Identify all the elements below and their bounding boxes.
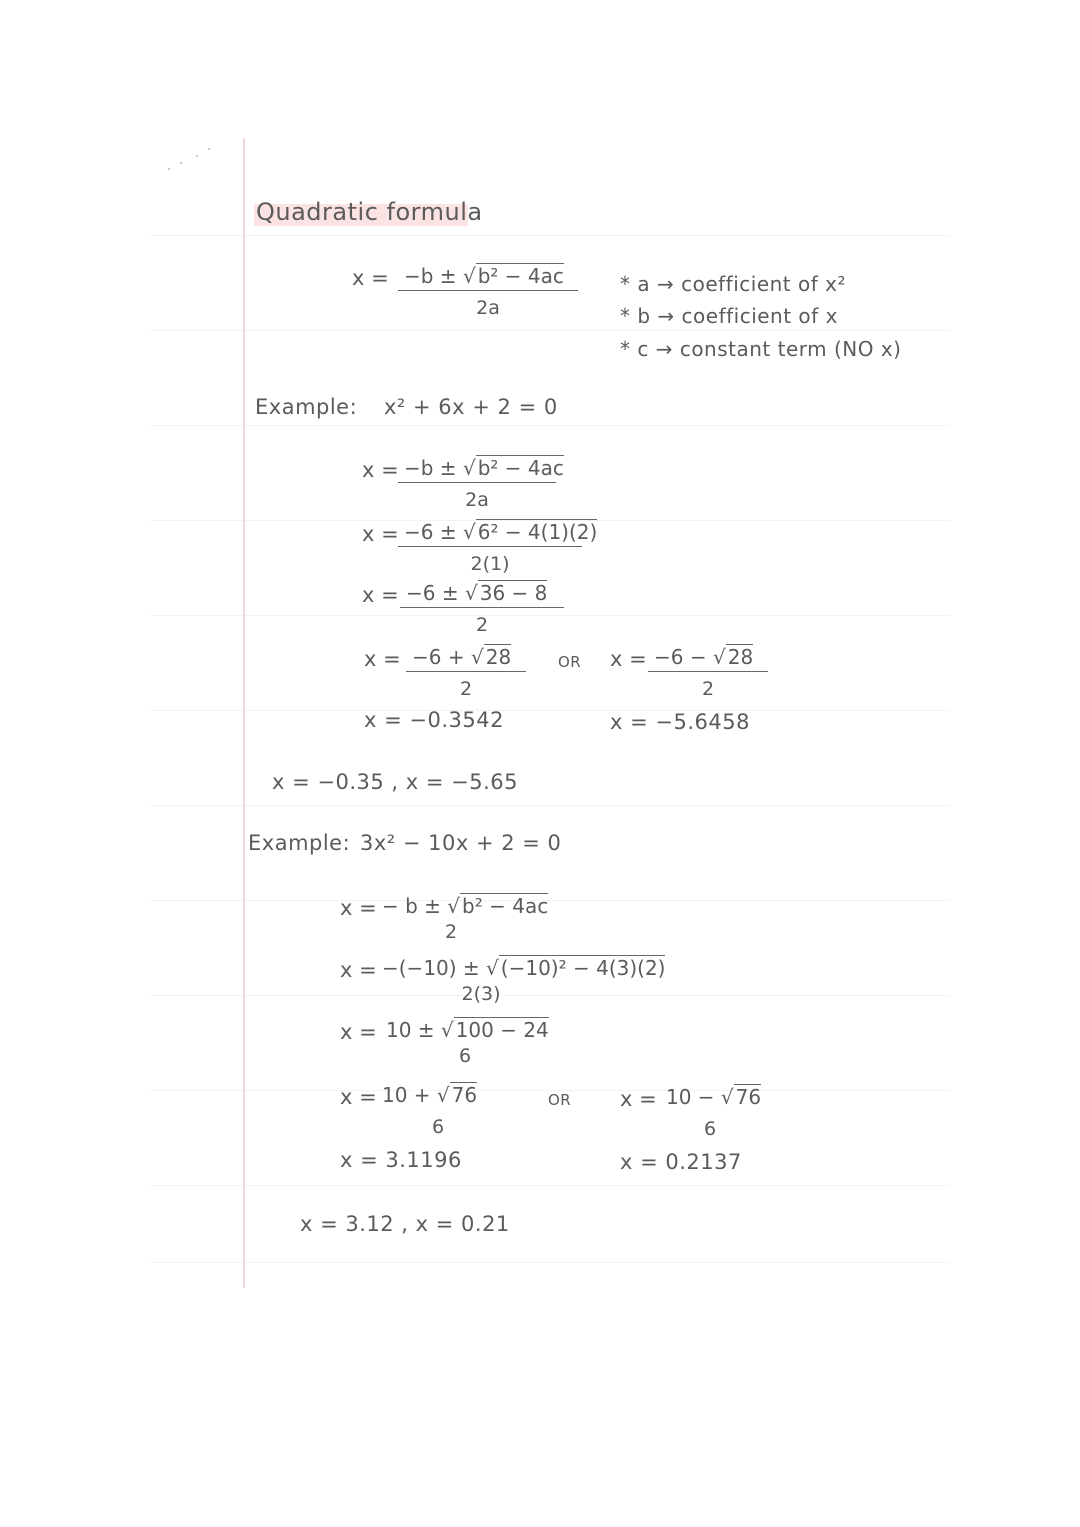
rule-line: [150, 1262, 950, 1263]
step-lhs: x =: [340, 896, 377, 920]
pen-mark: [168, 168, 170, 170]
rule-line: [150, 710, 950, 711]
example1-minus-branch: $\frac{-6 - √ 28}{2}$: [648, 645, 768, 700]
rule-line: [150, 330, 950, 331]
step-lhs: x =: [340, 1020, 377, 1044]
example2-plus-branch: 10 + √ 76 6: [382, 1083, 478, 1138]
example2-step1: − b ± √ b² − 4ac 2: [382, 894, 549, 943]
rule-line: [150, 805, 950, 806]
or-label: OR: [548, 1091, 572, 1109]
step-lhs: x =: [362, 583, 399, 607]
step-lhs: x =: [340, 958, 377, 982]
example2-equation: 3x² − 10x + 2 = 0: [360, 831, 562, 855]
step-lhs: x =: [620, 1087, 657, 1111]
example1-step2: $\frac{\text{−6 ± √ 6² − 4(1)(2)}}{2(1)}$: [398, 520, 582, 575]
formula-lhs: x =: [352, 266, 389, 290]
pen-mark: [196, 155, 198, 157]
note-c: * c → constant term (NO x): [620, 337, 902, 361]
example2-answer: x = 3.12 , x = 0.21: [300, 1212, 510, 1236]
or-label: OR: [558, 653, 582, 671]
rule-line: [150, 425, 950, 426]
note-a: * a → coefficient of x²: [620, 272, 846, 296]
rule-line: [150, 1185, 950, 1186]
example2-step3: 10 ± √ 100 − 24 6: [386, 1018, 549, 1067]
example2-result-left: x = 3.1196: [340, 1148, 462, 1172]
example2-step2: −(−10) ± √ (−10)² − 4(3)(2) 2(3): [382, 956, 666, 1005]
step-lhs: x =: [610, 647, 647, 671]
example1-label: Example:: [255, 395, 358, 419]
margin-line: [243, 138, 245, 1288]
formula-denominator: 2a: [476, 297, 500, 319]
formula-fraction: [398, 264, 578, 319]
pen-mark: [180, 162, 182, 164]
rule-line: [150, 235, 950, 236]
example1-result-left: x = −0.3542: [364, 708, 504, 732]
step-lhs: x =: [362, 522, 399, 546]
note-b: * b → coefficient of x: [620, 304, 838, 328]
step-lhs: x =: [340, 1085, 377, 1109]
step-lhs: x =: [364, 647, 401, 671]
example2-minus-branch: 10 − √ 76 6: [666, 1085, 762, 1140]
page-title: Quadratic formula: [256, 198, 483, 226]
formula-numerator: −b ± √ b² − 4ac: [398, 264, 578, 291]
example1-answer: x = −0.35 , x = −5.65: [272, 770, 518, 794]
example2-result-right: x = 0.2137: [620, 1150, 742, 1174]
example2-label: Example:: [248, 831, 351, 855]
example1-step3: $\frac{-6 \pm √ 36 - 8}{2}$: [400, 581, 564, 636]
example1-plus-branch: $\frac{-6 + √ 28}{2}$: [406, 645, 526, 700]
rule-line: [150, 900, 950, 901]
example1-result-right: x = −5.6458: [610, 710, 750, 734]
example1-equation: x² + 6x + 2 = 0: [384, 395, 558, 419]
step-lhs: x =: [362, 458, 399, 482]
example1-step1: $\frac{\text{−b ± √ b² − 4ac}}{2a}$: [398, 456, 556, 511]
pen-mark: [208, 148, 210, 150]
